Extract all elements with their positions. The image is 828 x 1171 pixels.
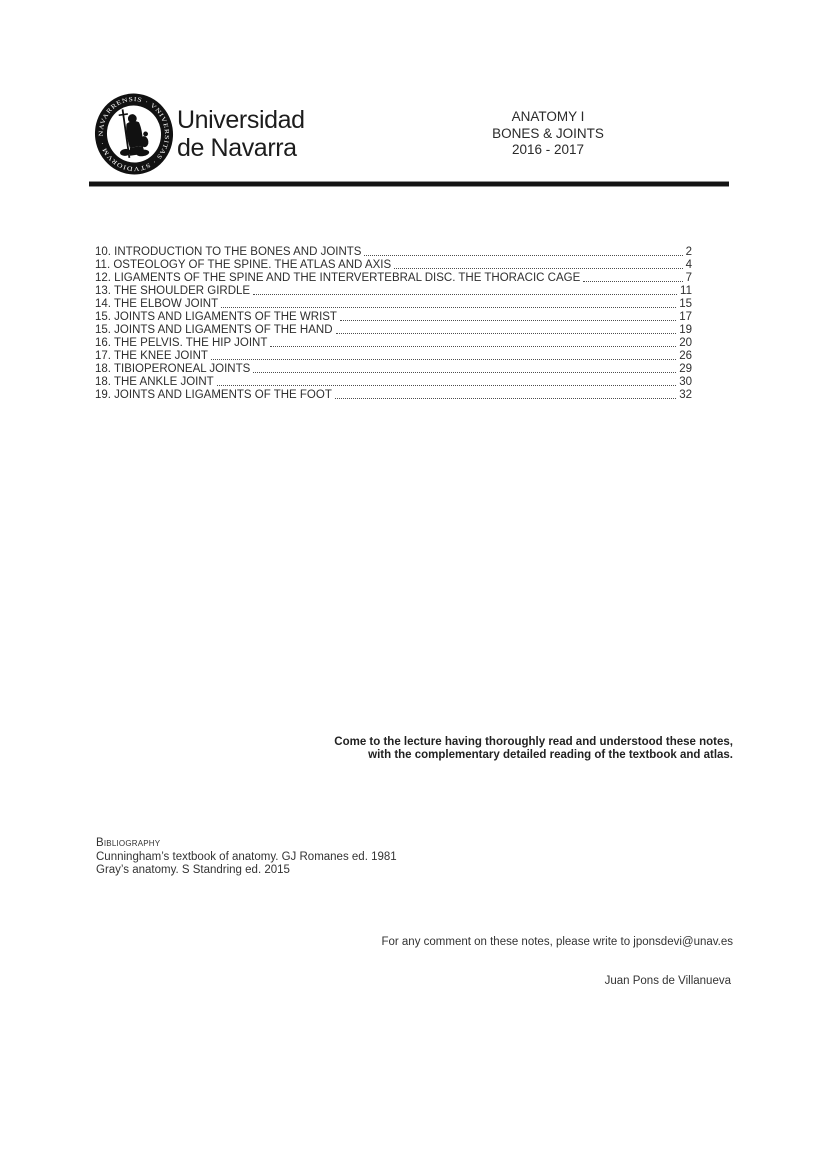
- toc-entry[interactable]: [95, 388, 692, 401]
- toc-dot-leader: [364, 255, 682, 256]
- toc-entry-label: 15. JOINTS AND LIGAMENTS OF THE WRIST: [95, 311, 337, 323]
- toc-entry-label: 12. LIGAMENTS OF THE SPINE AND THE INTERVERTEBRAL DISC. THE THORACIC CAGE: [95, 272, 581, 284]
- course-subtitle: BONES & JOINTS: [492, 125, 604, 141]
- university-name-line1: Universidad: [177, 106, 305, 134]
- toc-entry[interactable]: [95, 284, 692, 297]
- toc-entry-label: 16. THE PELVIS. THE HIP JOINT: [95, 337, 268, 349]
- university-name-line2: de Navarra: [177, 134, 297, 162]
- toc-dot-leader: [221, 307, 676, 308]
- toc-dot-leader: [583, 281, 682, 282]
- toc-entry-page-number: 32: [679, 389, 692, 401]
- toc-entry-label: 18. TIBIOPERONEAL JOINTS: [95, 363, 251, 375]
- lecture-note-line2: with the complementary detailed reading of the textbook and atlas.: [368, 748, 733, 761]
- toc-entry[interactable]: [95, 245, 692, 258]
- toc-entry-label: 19. JOINTS AND LIGAMENTS OF THE FOOT: [95, 389, 332, 401]
- toc-entry-page-number: 11: [680, 285, 692, 297]
- toc-entry-page-number: 4: [685, 259, 692, 271]
- seal-ring-text: NAVARRENSIS · VNIVERSITAS · STVDIORVM ·: [97, 96, 171, 173]
- toc-dot-leader: [253, 372, 676, 373]
- toc-dot-leader: [217, 385, 677, 386]
- toc-entry-label: 13. THE SHOULDER GIRDLE: [95, 285, 251, 297]
- toc-entry-label: 17. THE KNEE JOINT: [95, 350, 208, 362]
- bibliography-heading: Bibliography: [96, 837, 161, 849]
- table-of-contents: [95, 245, 692, 401]
- lecture-note: [263, 736, 733, 762]
- toc-dot-leader: [211, 359, 676, 360]
- toc-entry-page-number: 7: [685, 272, 692, 284]
- bibliography-item: Gray’s anatomy. S Standring ed. 2015: [96, 864, 290, 876]
- toc-dot-leader: [270, 346, 676, 347]
- course-title-block: [418, 109, 678, 159]
- toc-entry-label: 15. JOINTS AND LIGAMENTS OF THE HAND: [95, 324, 333, 336]
- toc-entry[interactable]: [95, 375, 692, 388]
- toc-dot-leader: [394, 268, 682, 269]
- toc-dot-leader: [336, 333, 677, 334]
- toc-entry-page-number: 30: [679, 376, 692, 388]
- bibliography-item: Cunningham’s textbook of anatomy. GJ Romanes ed. 1981: [96, 850, 397, 863]
- toc-dot-leader: [335, 398, 676, 399]
- toc-entry[interactable]: [95, 310, 692, 323]
- toc-entry-page-number: 15: [679, 298, 692, 310]
- header-divider-rule: [89, 181, 729, 187]
- university-wordmark: [177, 106, 305, 162]
- university-seal-logo: [88, 88, 181, 181]
- lecture-note-line1: Come to the lecture having thoroughly read and understood these notes,: [334, 736, 733, 748]
- toc-entry-page-number: 2: [685, 246, 692, 258]
- author-signature: Juan Pons de Villanueva: [604, 975, 731, 987]
- toc-entry[interactable]: [95, 323, 692, 336]
- toc-entry-label: 18. THE ANKLE JOINT: [95, 376, 214, 388]
- course-title: ANATOMY I: [511, 109, 585, 124]
- toc-entry[interactable]: [95, 336, 692, 349]
- toc-dot-leader: [340, 320, 676, 321]
- toc-entry-label: 11. OSTEOLOGY OF THE SPINE. THE ATLAS AND AXIS: [95, 259, 392, 271]
- course-year: 2016 - 2017: [511, 142, 585, 157]
- toc-entry-page-number: 19: [679, 324, 692, 336]
- toc-entry[interactable]: [95, 362, 692, 375]
- contact-comment-line: For any comment on these notes, please write to jponsdevi@unav.es: [381, 936, 733, 948]
- toc-entry-page-number: 26: [679, 350, 692, 362]
- toc-entry-page-number: 29: [679, 363, 692, 375]
- toc-entry-page-number: 17: [679, 311, 692, 323]
- toc-entry[interactable]: [95, 349, 692, 362]
- toc-entry-label: 14. THE ELBOW JOINT: [95, 298, 219, 310]
- toc-entry[interactable]: [95, 258, 692, 271]
- toc-entry-page-number: 20: [679, 337, 692, 349]
- toc-dot-leader: [253, 294, 677, 295]
- toc-entry-label: 10. INTRODUCTION TO THE BONES AND JOINTS: [95, 246, 362, 258]
- toc-entry[interactable]: [95, 271, 692, 284]
- bibliography-section: [96, 837, 397, 878]
- toc-entry[interactable]: [95, 297, 692, 310]
